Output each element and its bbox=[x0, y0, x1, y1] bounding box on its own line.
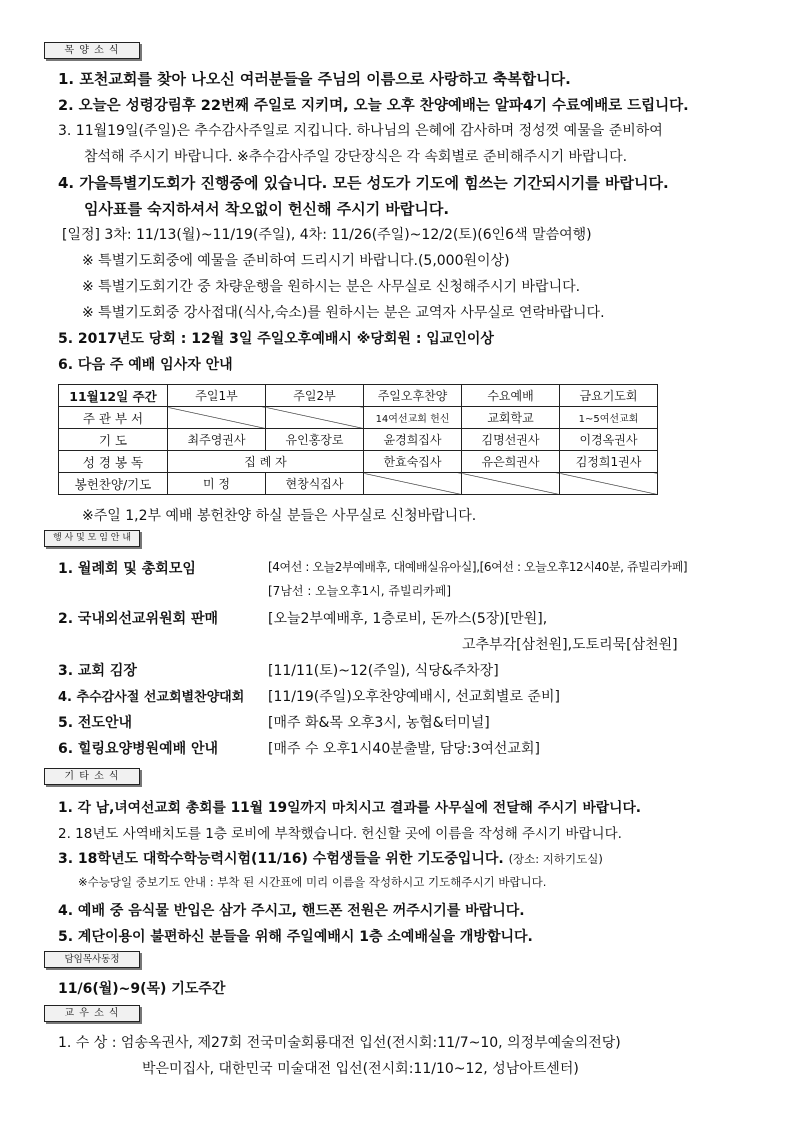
table-cell: 봉헌찬양/기도 bbox=[59, 473, 168, 495]
mokyang-line-6: 6. 다음 주 예배 임사자 안내 bbox=[58, 357, 233, 373]
table-cell: 1~5여선교회 bbox=[560, 407, 658, 429]
section-header-etc: 기 타 소 식 bbox=[44, 768, 140, 785]
mokyang-line-4b: 임사표를 숙지하셔서 착오없이 헌신해 주시기 바랍니다. bbox=[84, 200, 450, 218]
table-cell: 기 도 bbox=[59, 429, 168, 451]
event-1-detail-2: [7남선 : 오늘오후1시, 쥬빌리카페] bbox=[268, 584, 452, 598]
worship-schedule-table bbox=[58, 384, 658, 495]
note-2: ※ 특별기도회기간 중 차량운행을 원하시는 분은 사무실로 신청해주시기 바랍니다. bbox=[82, 279, 581, 295]
etc-line-3-note: ※수능당일 중보기도 안내 : 부착 된 시간표에 미리 이름을 작성하시고 기도해주시기 바랍니다. bbox=[78, 875, 547, 889]
table-cell: 교회학교 bbox=[462, 407, 560, 429]
table-cell-empty bbox=[462, 473, 560, 495]
mokyang-line-2: 2. 오늘은 성령강림후 22번째 주일로 지키며, 오늘 오후 찬양예배는 알파4기 수료예배로 드립니다. bbox=[58, 98, 689, 114]
note-3: ※ 특별기도회중 강사접대(식사,숙소)를 원하시는 분은 교역자 사무실로 연락바랍니다. bbox=[82, 305, 605, 321]
mokyang-line-3b: 참석해 주시기 바랍니다. ※추수감사주일 강단장식은 각 속회별로 준비해주시기 바랍니다. bbox=[84, 149, 628, 165]
table-cell: 집 례 자 bbox=[168, 451, 364, 473]
event-4-detail: [11/19(주일)오후찬양예배시, 선교회별로 준비] bbox=[268, 689, 560, 705]
etc-line-3-place: (장소: 지하기도실) bbox=[508, 852, 603, 866]
event-3-detail: [11/11(토)~12(주일), 식당&주차장] bbox=[268, 663, 499, 679]
table-cell: 성 경 봉 독 bbox=[59, 451, 168, 473]
table-cell: 미 정 bbox=[168, 473, 266, 495]
table-cell: 한효숙집사 bbox=[364, 451, 462, 473]
table-row bbox=[59, 429, 658, 451]
member-award-2: 박은미집사, 대한민국 미술대전 입선(전시회:11/10~12, 성남아트센터) bbox=[142, 1061, 579, 1077]
table-cell: 14여선교회 헌신 bbox=[364, 407, 462, 429]
event-6-title: 6. 힐링요양병원예배 안내 bbox=[58, 741, 219, 757]
table-row bbox=[59, 473, 658, 495]
etc-line-4: 4. 예배 중 음식물 반입은 삼가 주시고, 핸드폰 전원은 꺼주시기를 바랍니다. bbox=[58, 903, 525, 919]
table-cell-empty bbox=[560, 473, 658, 495]
table-cell: 주일1부 bbox=[168, 385, 266, 407]
event-2-detail-2: 고추부각[삼천원],도토리묵[삼천원] bbox=[462, 637, 678, 653]
section-header-pastor: 담임목사동정 bbox=[44, 951, 140, 968]
etc-line-3-text: 3. 18학년도 대학수학능력시험(11/16) 수험생들을 위한 기도중입니다. bbox=[58, 851, 504, 867]
section-header-mokyang: 목 양 소 식 bbox=[44, 42, 140, 59]
table-cell: 유인홍장로 bbox=[266, 429, 364, 451]
event-6-detail: [매주 수 오후1시40분출발, 담당:3여선교회] bbox=[268, 741, 540, 757]
section-header-events: 행 사 및 모 임 안 내 bbox=[44, 530, 140, 547]
section-header-members: 교 우 소 식 bbox=[44, 1005, 140, 1022]
mokyang-line-1: 1. 포천교회를 찾아 나오신 여러분들을 주님의 이름으로 사랑하고 축복합니다. bbox=[58, 70, 571, 88]
table-row bbox=[59, 385, 658, 407]
table-cell: 현창식집사 bbox=[266, 473, 364, 495]
etc-line-3 bbox=[58, 848, 603, 868]
table-cell: 김정희1권사 bbox=[560, 451, 658, 473]
table-cell: 주일오후찬양 bbox=[364, 385, 462, 407]
event-5-title: 5. 전도안내 bbox=[58, 715, 133, 731]
note-1: ※ 특별기도회중에 예물을 준비하여 드리시기 바랍니다.(5,000원이상) bbox=[82, 253, 510, 269]
member-award-1: 1. 수 상 : 엄송옥권사, 제27회 전국미술회룡대전 입선(전시회:11/7~10, 의정부예술의전당) bbox=[58, 1035, 621, 1051]
table-row bbox=[59, 407, 658, 429]
mokyang-line-3a: 3. 11월19일(주일)은 추수감사주일로 지킵니다. 하나님의 은혜에 감사하며 정성껏 예물을 준비하여 bbox=[58, 123, 663, 139]
table-cell: 윤경희집사 bbox=[364, 429, 462, 451]
table-cell: 최주영권사 bbox=[168, 429, 266, 451]
table-cell: 수요예배 bbox=[462, 385, 560, 407]
table-cell: 이경옥권사 bbox=[560, 429, 658, 451]
event-2-detail-1: [오늘2부예배후, 1층로비, 돈까스(5장)[만원], bbox=[268, 611, 548, 627]
table-cell: 주일2부 bbox=[266, 385, 364, 407]
event-4-title: 4. 추수감사절 선교회별찬양대회 bbox=[58, 690, 245, 705]
etc-line-1: 1. 각 남,녀여선교회 총회를 11월 19일까지 마치시고 결과를 사무실에 전달해 주시기 바랍니다. bbox=[58, 800, 642, 816]
table-cell-empty bbox=[168, 407, 266, 429]
event-2-title: 2. 국내외선교위원회 판매 bbox=[58, 611, 219, 627]
table-cell: 금요기도회 bbox=[560, 385, 658, 407]
event-3-title: 3. 교회 김장 bbox=[58, 663, 137, 679]
pastor-schedule: 11/6(월)~9(목) 기도주간 bbox=[58, 981, 226, 997]
etc-line-5: 5. 계단이용이 불편하신 분들을 위해 주일예배시 1층 소예배실을 개방합니다. bbox=[58, 929, 533, 945]
table-row bbox=[59, 451, 658, 473]
table-cell: 김명선권사 bbox=[462, 429, 560, 451]
schedule-dates: [일정] 3차: 11/13(월)~11/19(주일), 4차: 11/26(주일)~12/2(토)(6인6색 말씀여행) bbox=[62, 227, 592, 243]
event-1-detail-1: [4여선 : 오늘2부예배후, 대예배실유아실],[6여선 : 오늘오후12시40분, 쥬빌리카페] bbox=[268, 560, 688, 574]
mokyang-line-5: 5. 2017년도 당회 : 12월 3일 주일오후예배시 ※당회원 : 입교인이상 bbox=[58, 331, 494, 347]
table-cell: 유은희권사 bbox=[462, 451, 560, 473]
table-cell: 주 관 부 서 bbox=[59, 407, 168, 429]
event-1-title: 1. 월례회 및 총회모임 bbox=[58, 561, 196, 577]
table-cell-empty bbox=[364, 473, 462, 495]
schedule-note: ※주일 1,2부 예배 봉헌찬양 하실 분들은 사무실로 신청바랍니다. bbox=[82, 508, 477, 524]
mokyang-line-4a: 4. 가을특별기도회가 진행중에 있습니다. 모든 성도가 기도에 힘쓰는 기간되시기를 바랍니다. bbox=[58, 174, 669, 192]
table-cell-empty bbox=[266, 407, 364, 429]
table-cell: 11월12일 주간 bbox=[59, 385, 168, 407]
event-5-detail: [매주 화&목 오후3시, 농협&터미널] bbox=[268, 715, 490, 731]
etc-line-2: 2. 18년도 사역배치도를 1층 로비에 부착했습니다. 헌신할 곳에 이름을 작성해 주시기 바랍니다. bbox=[58, 826, 622, 842]
